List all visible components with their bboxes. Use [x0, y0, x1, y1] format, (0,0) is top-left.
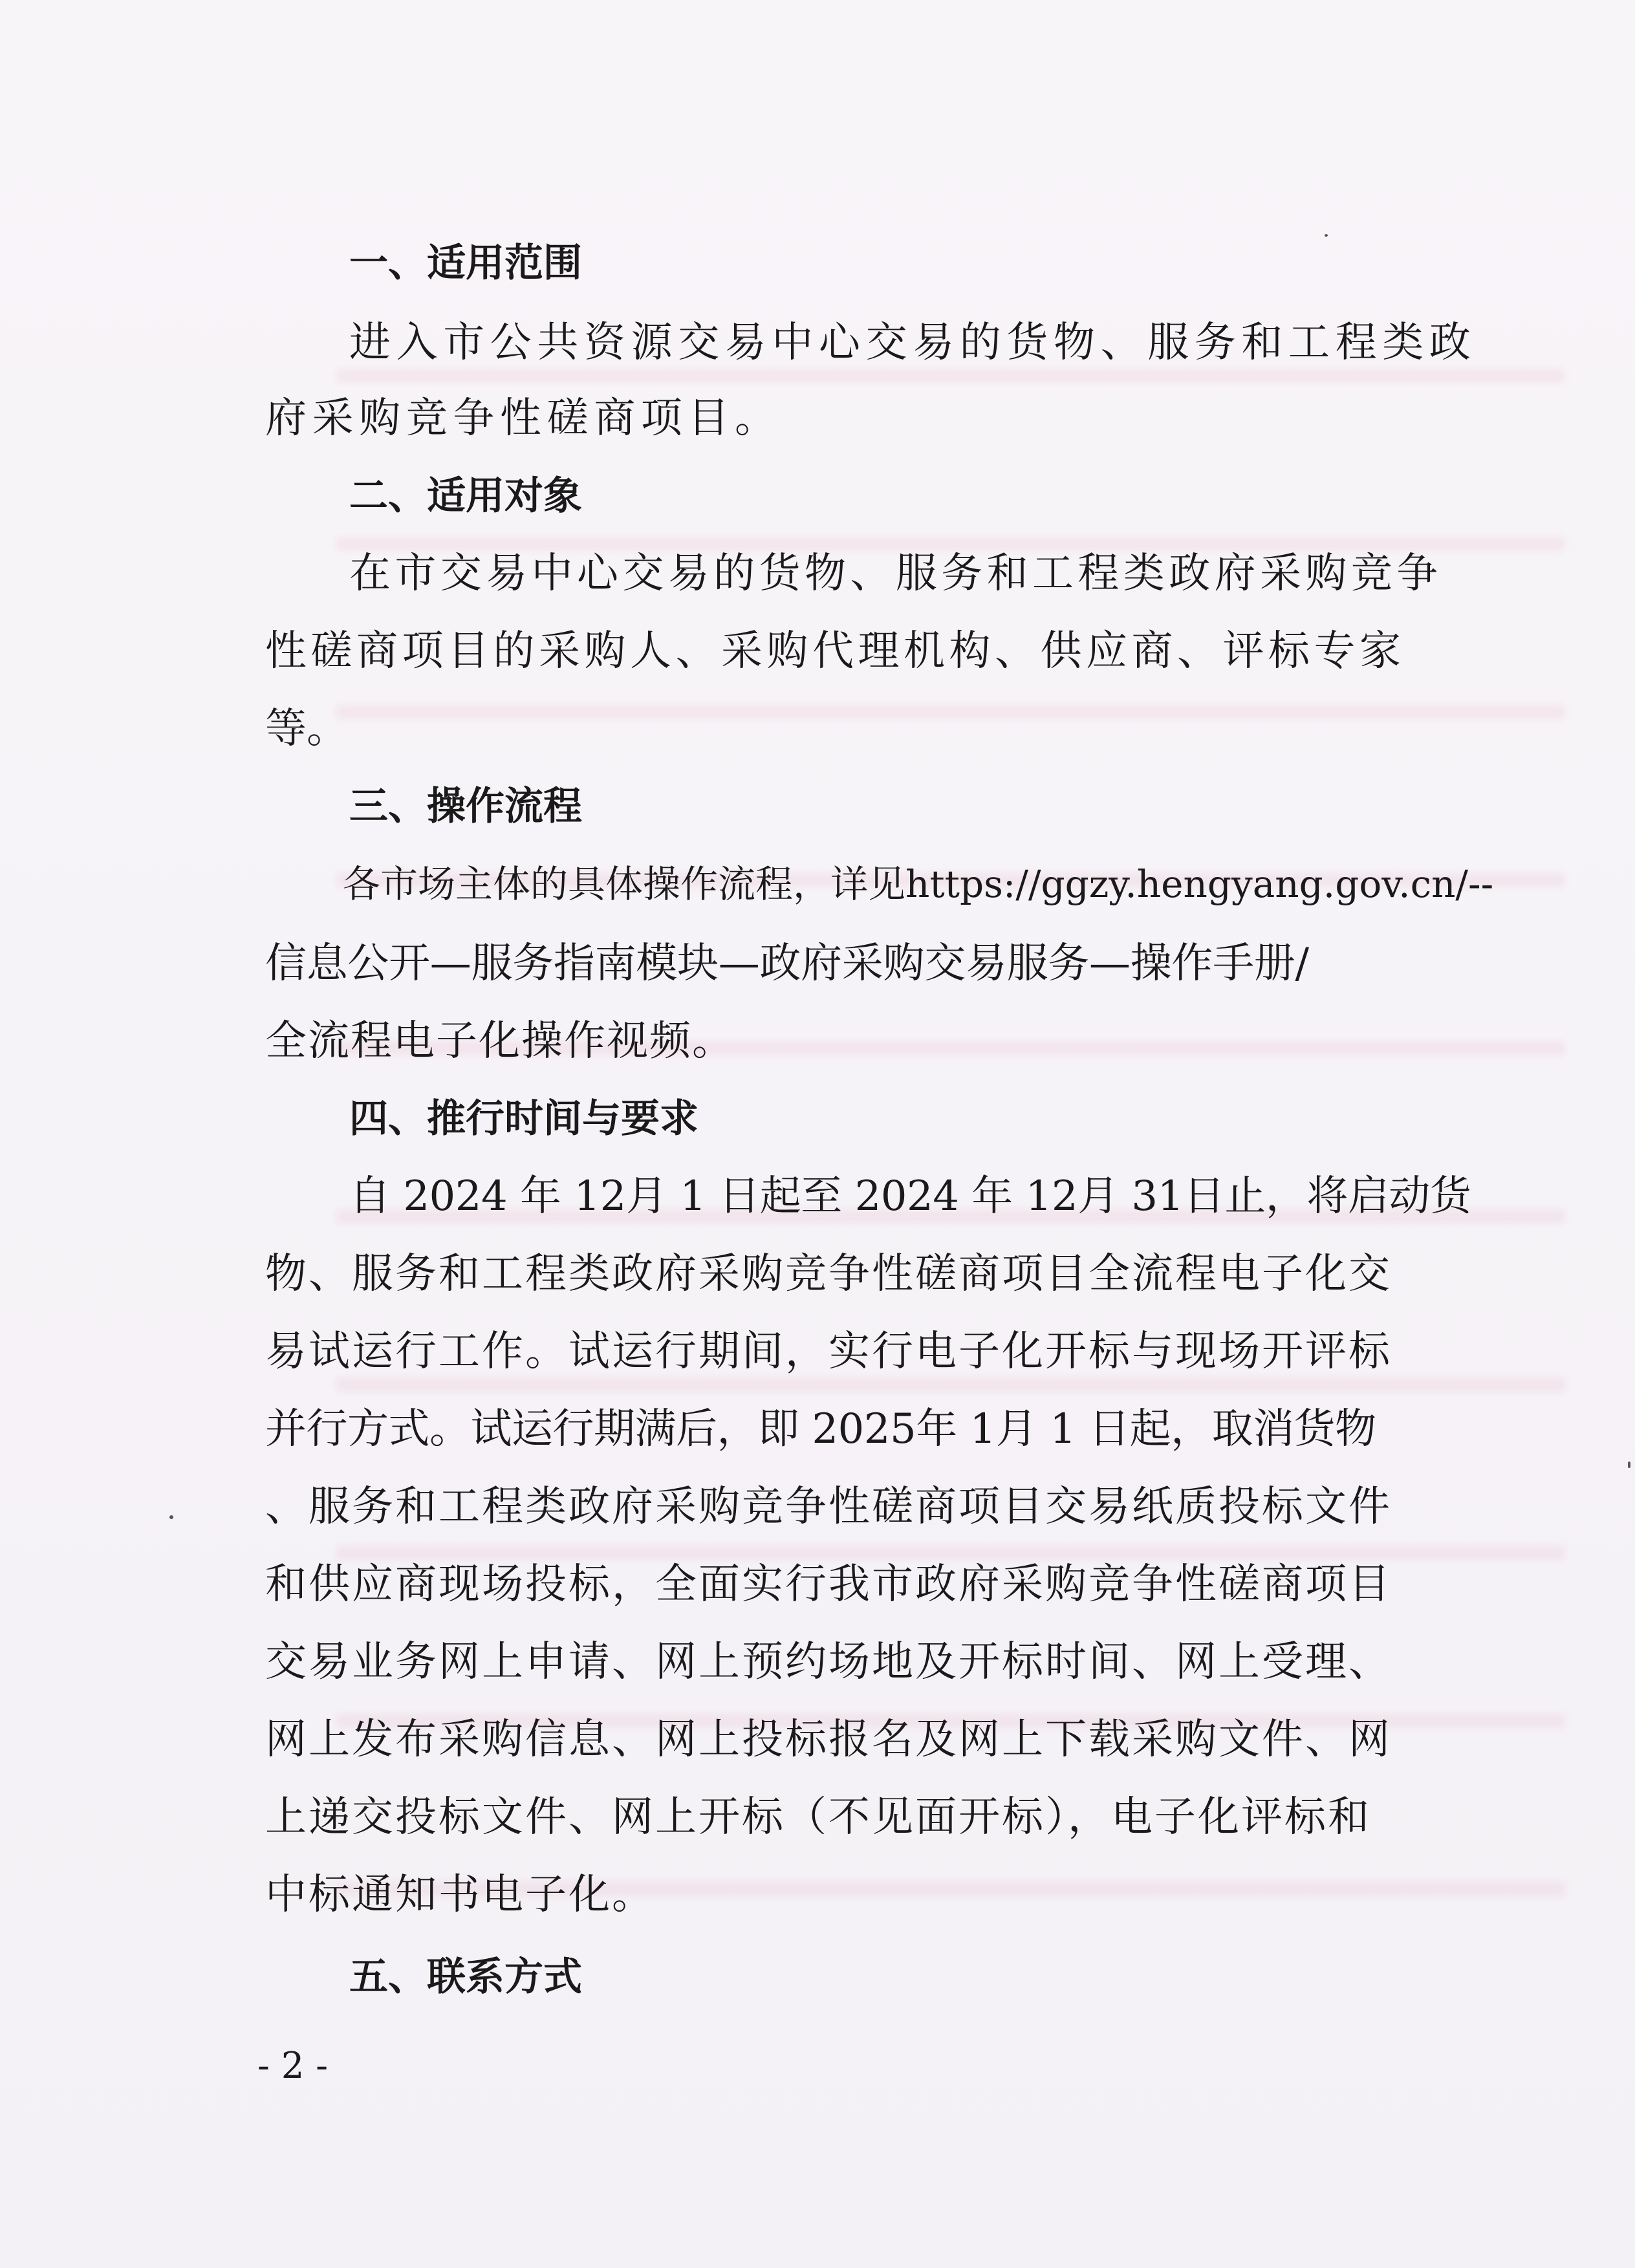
section-heading-contact: 五、联系方式	[349, 1954, 582, 2000]
section-heading-target: 二、适用对象	[349, 473, 582, 519]
body-line: 上递交投标文件、网上开标（不见面开标），电子化评标和	[265, 1793, 1371, 1841]
section-heading-schedule: 四、推行时间与要求	[349, 1096, 698, 1141]
body-line: 易试运行工作。试运行期间，实行电子化开标与现场开评标	[265, 1328, 1392, 1376]
body-line: 在市交易中心交易的货物、服务和工程类政府采购竞争	[349, 550, 1442, 598]
section-heading-process: 三、操作流程	[349, 784, 582, 829]
body-line: 府采购竞争性磋商项目。	[265, 394, 782, 442]
scan-speck	[1628, 1462, 1630, 1468]
body-line: 性磋商项目的采购人、采购代理机构、供应商、评标专家	[265, 627, 1405, 675]
body-line: 中标通知书电子化。	[265, 1871, 655, 1919]
page-number: - 2 -	[257, 2045, 329, 2087]
body-line: 自 2024 年 12月 1 日起至 2024 年 12月 31日止，将启动货	[349, 1172, 1471, 1220]
section-heading-scope: 一、适用范围	[349, 241, 582, 286]
body-line: 并行方式。试运行期满后，即 2025年 1月 1 日起，取消货物	[265, 1405, 1376, 1453]
body-line-with-url: 各市场主体的具体操作流程，详见https://ggzy.hengyang.gov.cn/--	[343, 862, 1494, 906]
body-line: 交易业务网上申请、网上预约场地及开标时间、网上受理、	[265, 1638, 1392, 1686]
body-line: 和供应商现场投标，全面实行我市政府采购竞争性磋商项目	[265, 1561, 1392, 1608]
body-line: 信息公开—服务指南模块—政府采购交易服务—操作手册/	[265, 940, 1309, 988]
body-line: 进入市公共资源交易中心交易的货物、服务和工程类政	[349, 319, 1477, 367]
body-line: 等。	[265, 705, 348, 753]
body-line: 网上发布采购信息、网上投标报名及网上下载采购文件、网	[265, 1716, 1392, 1764]
body-line: 、服务和工程类政府采购竞争性磋商项目交易纸质投标文件	[265, 1483, 1392, 1531]
body-line: 物、服务和工程类政府采购竞争性磋商项目全流程电子化交	[265, 1250, 1392, 1298]
body-line: 全流程电子化操作视频。	[265, 1017, 735, 1065]
scan-speck	[169, 1515, 173, 1519]
scan-speck	[1325, 234, 1328, 237]
